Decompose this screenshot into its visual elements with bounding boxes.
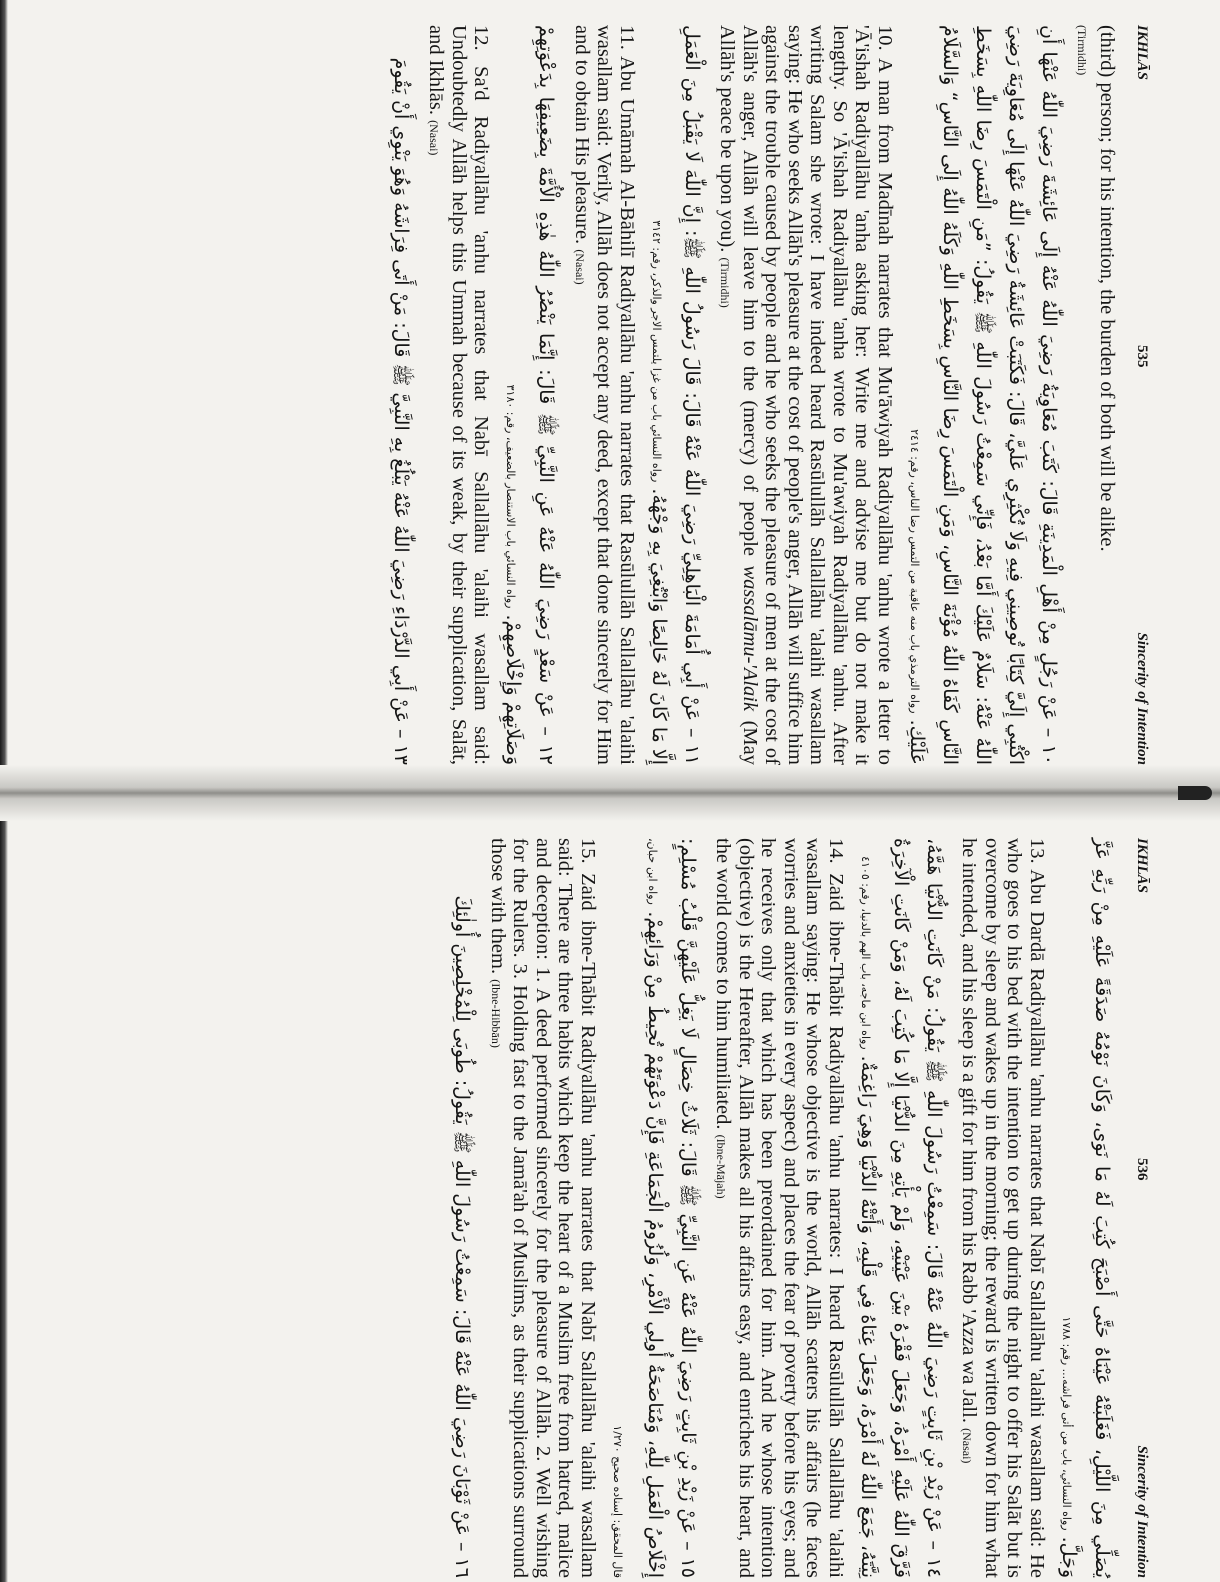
arabic-text xyxy=(640,25,708,765)
english-translation xyxy=(714,25,896,765)
hadith-13-arabic-start: ١٣ – عَنْ أَبِي الدَّرْدَاءِ رَضِيَ اللّٰهُ عَنْهُ يَبْلُغُ بِهِ النَّبِيَّ ﷺ قَالَ: مَنْ أَتَى فِرَاشَهُ وَهُوَ يَنْوِي أَنْ يَقُومَ xyxy=(390,57,412,765)
source-ref: (Tirmidhi) xyxy=(718,257,733,308)
arabic-text xyxy=(495,25,563,765)
arabic-body: ١١ – عَنْ أَبِي أُمَامَةَ الْبَاهِلِيِّ رَضِيَ اللّٰهُ عَنْهُ قَالَ: قَالَ رَسُولُ اللّٰهِ ﷺ: إِنَّ اللّٰهَ لَا يَقْبَلُ مِنَ الْعَمَلِ إِلَّا مَا كَانَ لَهُ خَالِصًا وَابْتُغِيَ بِهِ وَجْهُهُ. xyxy=(648,25,703,765)
source-ref: (Ibne-Hibbān) xyxy=(489,979,503,1048)
arabic-body: ١٥ – عَنْ زَيْدِ بْنِ ثَابِتٍ رَضِيَ اللّٰهُ عَنْهُ عَنِ النَّبِيِّ ﷺ قَالَ: ثَلَاثُ خِصَالٍ لَا يَغِلُّ عَلَيْهِنَّ قَلْبُ مُسْلِمٍ: إِخْلَاصُ الْعَمَلِ لِلّٰهِ، وَمُنَاصَحَةُ أُولِي الْأَمْرِ، وَلُزُومُ الْجَمَاعَةِ فَإِنَّ دَعْوَتَهُمْ تُحِيطُ مِنْ وَرَائِهِمْ. xyxy=(644,838,699,1578)
arabic-source-ref: رواه النسائي، باب من أتى فراشه... رقم: ١٧٨٨ xyxy=(1060,1316,1073,1531)
english-translation xyxy=(956,838,1048,1578)
translation-body: 14. Zaid ibne-Thābit Radiyallāhu 'anhu narrates: I heard Rasūlullāh Sallallāhu 'alaihi wasallam saying: He whose objective is the world, Allāh scatters his affairs (he faces worries and anxieties in every aspect) and places the fear of poverty before his eyes; and he receives only that which has been preordained for him. And he whose intention (objective) is the Hereafter, Allāh makes all his affairs easy, and enriches his heart, and the world comes to him humiliated. xyxy=(712,838,847,1578)
arabic-source-ref: رواه ابن حبان، قال المحقق: إسناده صحيح ١/٢٧٠ xyxy=(611,838,659,1578)
arabic-body: ١٤ – عَنْ زَيْدِ بْنِ ثَابِتٍ رَضِيَ اللّٰهُ عَنْهُ قَالَ: سَمِعْتُ رَسُولَ اللّٰهِ ﷺ يَقُولُ: مَنْ كَانَتِ الدُّنْيَا هَمَّهُ، فَرَّقَ اللّٰهُ عَلَيْهِ أَمْرَهُ، وَجَعَلَ فَقْرَهُ بَيْنَ عَيْنَيْهِ، وَلَمْ يَأْتِهِ مِنَ الدُّنْيَا إِلَّا مَا كُتِبَ لَهُ، وَمَنْ كَانَتِ الْآخِرَةُ نِيَّتَهُ، جَمَعَ اللّٰهُ لَهُ أَمْرَهُ، وَجَعَلَ غِنَاهُ فِي قَلْبِهِ، وَأَتَتْهُ الدُّنْيَا وَهِيَ رَاغِمَةٌ. xyxy=(857,838,945,1578)
source-ref: (Tirmidhi) xyxy=(1075,25,1090,76)
running-head-left: IKHLĀS xyxy=(1134,838,1150,894)
hadith-13 xyxy=(956,838,1118,1578)
running-head-right: Sincerity of Intention xyxy=(1134,1445,1150,1578)
arabic-text xyxy=(601,838,704,1578)
translation-body: 13. Abu Dardā Radiyallāhu 'anhu narrates that Nabī Sallallāhu 'alaihi wasallam said: He who goes to his bed with the intention to get up during the night to offer his Salāt but is overcome by sleep and wakes up in the morning; the reward is written down for him what he intended, and his sleep is a gift for him from his Rabb 'Azza wa Jall. xyxy=(958,838,1048,1578)
translation-italic: wassalāmu-'Alaik xyxy=(739,565,761,712)
running-head xyxy=(1120,838,1150,1578)
translation-body: 15. Zaid ibne-Thābit Radiyallāhu 'anhu narrates that Nabī Sallallāhu 'alaihi wasallam said: There are three habits which keep the heart of a Muslim free from hatred, malice and deception: 1. A deed performed sincerely for the pleasure of Allāh. 2. Well wishing for the Rulers. 3. Holding fast to the Jamā'ah of Muslims, as their supplications surround those with them. xyxy=(487,838,599,1578)
page-535 xyxy=(170,25,1150,765)
english-translation xyxy=(569,25,639,765)
translation-body: 11. Abu Umāmah Al-Bāhilī Radiyallāhu 'anhu narrates that Rasūlullāh Sallallāhu 'alaihi wasallam said: Verily, Allāh does not accept any deed, except that done sincerely for Him and to obtain His pleasure. xyxy=(571,25,638,765)
hadith-11 xyxy=(569,25,709,765)
arabic-source-ref: رواه النسائي باب الاستنصار بالضعيف، رقم: ٣١٨٠ xyxy=(504,384,518,609)
book-gutter xyxy=(0,765,1220,821)
running-head-left: IKHLĀS xyxy=(1134,25,1150,81)
hadith-16-arabic-start: ١٦ – عَنْ ثَوْبَانَ رَضِيَ اللّٰهُ عَنْهُ قَالَ: سَمِعْتُ رَسُولَ اللّٰهِ ﷺ يَقُولُ: طُوبَى لِلْمُخْلِصِينَ أُولٰئِكَ xyxy=(451,895,474,1578)
source-ref: (Nasai) xyxy=(573,249,587,285)
arabic-source-ref: رواه الترمذي باب منه عاقبة من التمس رضا الناس، رقم: ٢٤١٤ xyxy=(908,429,921,714)
page-number: 536 xyxy=(1134,1158,1150,1181)
page-536 xyxy=(170,838,1150,1578)
gutter-notch xyxy=(1178,786,1212,800)
arabic-source-ref: رواه النسائي باب من غزا يلتمس الاجر والذكر، رقم: ٣١٤٢ xyxy=(650,220,663,483)
source-ref: (Nasai) xyxy=(960,1428,975,1464)
running-head-right: Sincerity of Intention xyxy=(1134,632,1150,765)
continued-text xyxy=(1071,25,1118,765)
page-number: 535 xyxy=(1134,345,1150,368)
running-head xyxy=(1120,25,1150,765)
continued-text-body: (third) person; for his intention, the burden of both will be alike. xyxy=(1096,25,1118,552)
arabic-source-ref: رواه ابن ماجه، باب الهم بالدنيا، رقم: ٤١٠٥ xyxy=(859,856,872,1050)
translation-body: 12. Sa'd Radiyallāhu 'anhu narrates that Nabī Sallallāhu 'alaihi wasallam said: Undoubtedly Allāh helps this Ummah because of its weak, by their supplication, Salāt, and Ikhlās. xyxy=(425,25,493,765)
arabic-text xyxy=(898,25,1065,765)
translation-body: 10. A man from Madīnah narrates that Mu'āwiyah Radiyallāhu 'anhu wrote a letter to 'Ā'ishah Radiyallāhu 'anha asking her: Write me and advise me but do not make it lengthy. So 'Ā'ishah Radiyallāhu 'anha wrote to Mu'awiyah Radiyallāhu 'anhu. After writing Salam she wrote: I have indeed heard Rasūlullāh Sallallāhu 'alaihi wasallam saying: He who seeks Allāh's pleasure at the cost of people's anger, Allāh will suffice him against the trouble caused by people and he who seeks the pleasure of men at the cost of Allāh's anger, Allāh will leave him to the (mercy) of people xyxy=(739,25,896,765)
arabic-body: ١٢ – عَنْ سَعْدٍ رَضِيَ اللّٰهُ عَنْهُ عَنِ النَّبِيِّ ﷺ قَالَ: إِنَّمَا يَنْصُرُ اللّٰهُ هٰذِهِ الْأُمَّةَ بِضَعِيفِهَا بِدَعْوَتِهِمْ وَصَلَاتِهِمْ وَإِخْلَاصِهِمْ. xyxy=(502,25,558,765)
source-ref: (Nasai) xyxy=(427,120,442,156)
hadith-15 xyxy=(485,838,705,1578)
arabic-text xyxy=(849,838,950,1578)
arabic-body: يُصَلِّي مِنَ اللَّيْلِ، فَغَلَبَتْهُ عَيْنَاهُ حَتَّى أَصْبَحَ كُتِبَ لَهُ مَا نَوَى، وَكَانَ نَوْمُهُ صَدَقَةً عَلَيْهِ مِنْ رَبِّهِ عَزَّ وَجَلَّ. xyxy=(1058,838,1113,1578)
hadith-12 xyxy=(423,25,563,765)
arabic-body: ١٠ – عَنْ رَجُلٍ مِنْ أَهْلِ الْمَدِينَةِ قَالَ: كَتَبَ مُعَاوِيَةُ رَضِيَ اللّٰهُ عَنْهُ إِلَى عَائِشَةَ رَضِيَ اللّٰهُ عَنْهَا أَنِ اكْتُبِي إِلَيَّ كِتَابًا تُوصِينِي فِيهِ وَلَا تُكْثِرِي عَلَيَّ، قَالَ: فَكَتَبَتْ عَائِشَةُ رَضِيَ اللّٰهُ عَنْهَا إِلَى مُعَاوِيَةَ رَضِيَ اللّٰهُ عَنْهُ: سَلَامٌ عَلَيْكَ أَمَّا بَعْدُ، فَإِنِّي سَمِعْتُ رَسُولَ اللّٰهِ ﷺ يَقُولُ: ”مَنِ الْتَمَسَ رِضَا اللّٰهِ بِسَخَطِ النَّاسِ كَفَاهُ اللّٰهُ مُؤْنَةَ النَّاسِ، وَمَنِ الْتَمَسَ رِضَا النَّاسِ بِسَخَطِ اللّٰهِ وَكَلَهُ اللّٰهُ إِلَى النَّاسِ“ وَالسَّلَامُ عَلَيْكِ. xyxy=(906,25,1060,765)
english-translation xyxy=(423,25,493,765)
english-translation xyxy=(710,838,847,1578)
hadith-14 xyxy=(710,838,950,1578)
source-ref: (Ibne-Mājah) xyxy=(714,1134,729,1199)
arabic-text xyxy=(1050,838,1118,1578)
hadith-10 xyxy=(714,25,1065,765)
translation-tail: (May Allāh's peace be upon you). xyxy=(716,25,761,765)
english-translation xyxy=(485,838,600,1578)
